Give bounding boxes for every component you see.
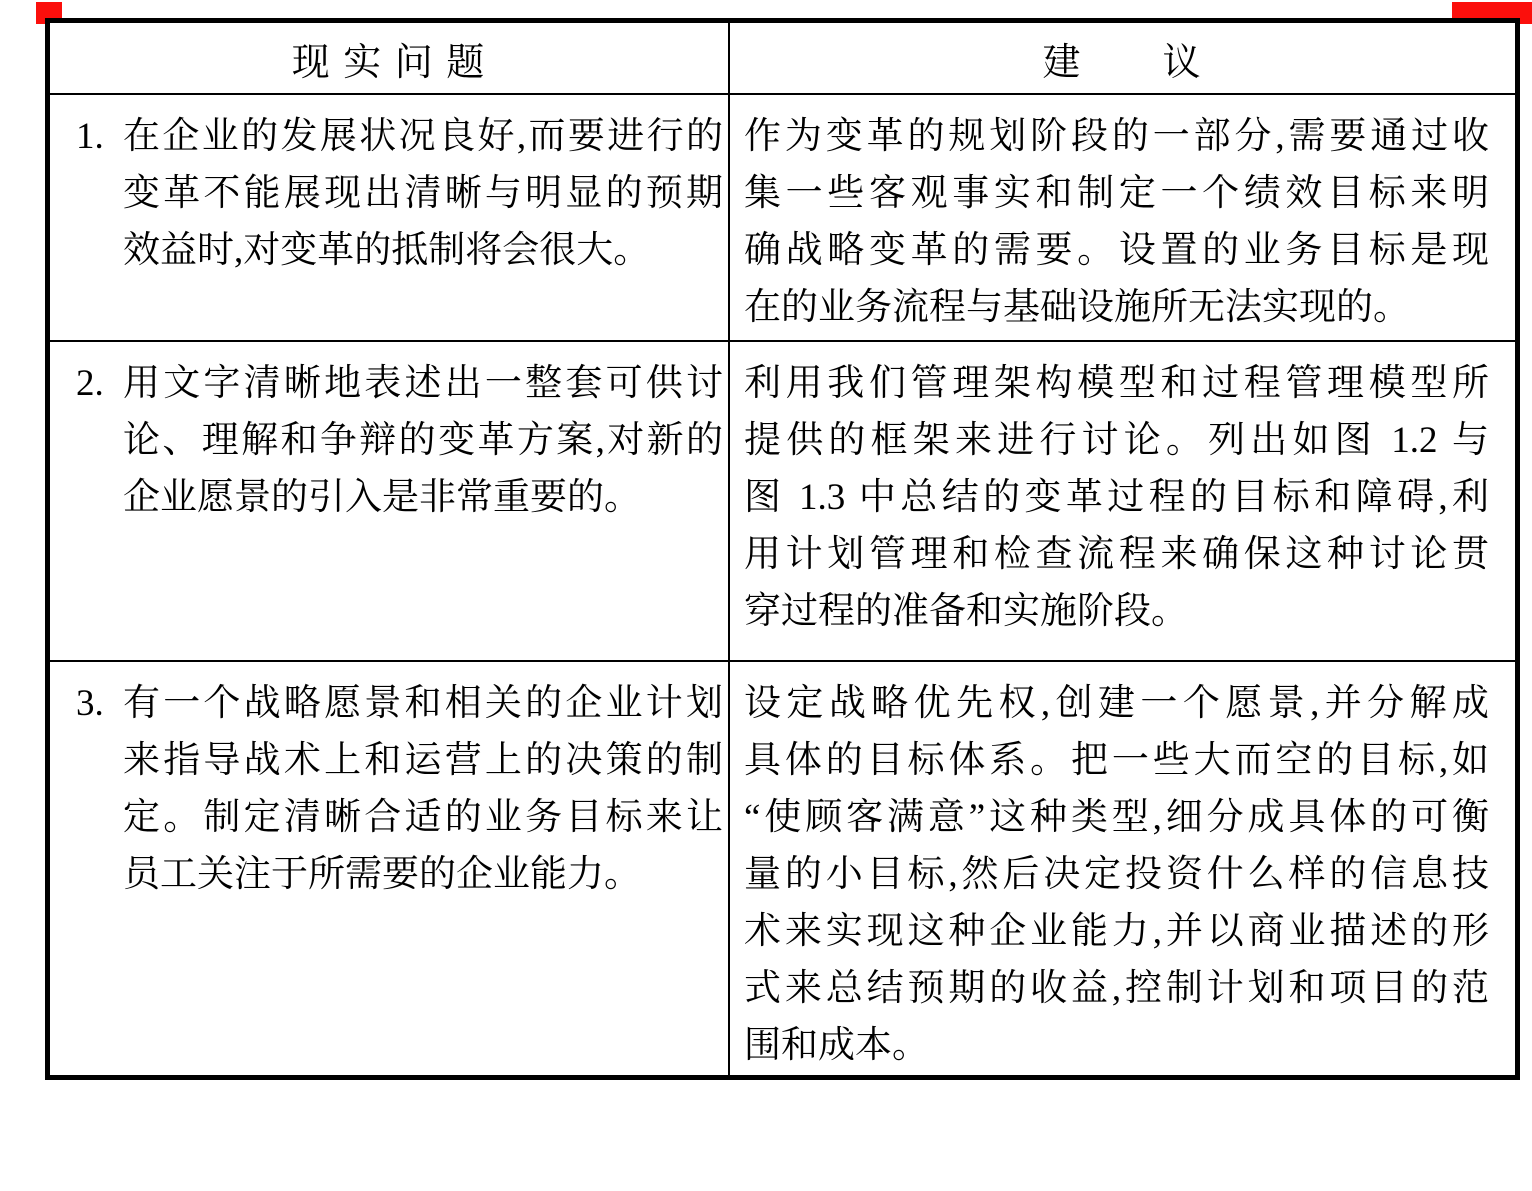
suggestion-cell-2 [730,340,1515,660]
suggestion-text-1: 作为变革的规划阶段的一部分,需要通过收 集一些客观事实和制定一个绩效目标来明 确战略变革的需要。设置的业务目标是现 在的业务流程与基础设施所无法实现的。 [744,116,1489,328]
suggestion-text-2: 利用我们管理架构模型和过程管理模型所 提供的框架来进行讨论。列出如图 1.2 与 图 1.3 中总结的变革过程的目标和障碍,利 用计划管理和检查流程来确保这种讨论贯 穿过程的准备和实施阶段。 [744,363,1489,632]
suggestion-text-3: 设定战略优先权,创建一个愿景,并分解成 具体的目标体系。把一些大而空的目标,如 “使顾客满意”这种类型,细分成具体的可衡 量的小目标,然后决定投资什么样的信息技 术来实现这种企业能力,并以商业描述的形 式来总结预期的收益,控制计划和项目的范 围和成本。 [744,683,1489,1066]
problem-cell-1 [50,93,730,340]
column-header-problems [50,23,730,93]
item-number-1: 1. [76,116,104,157]
suggestion-cell-3 [730,660,1515,1075]
item-number-3: 3. [76,683,104,724]
column-header-suggestions [730,23,1515,93]
item-number-2: 2. [76,363,104,404]
problems-suggestions-table [45,18,1520,1080]
problem-cell-2 [50,340,730,660]
problem-text-2: 用文字清晰地表述出一整套可供讨 论、理解和争辩的变革方案,对新的 企业愿景的引入是非常重要的。 [123,363,723,518]
column-header-suggestions-label: 建 议 [1042,41,1203,84]
problem-text-3: 有一个战略愿景和相关的企业计划 来指导战术上和运营上的决策的制 定。制定清晰合适的业务目标来让 员工关注于所需要的企业能力。 [123,683,723,895]
column-header-problems-label: 现 实 问 题 [291,41,487,84]
problem-cell-3 [50,660,730,1075]
problem-text-1: 在企业的发展状况良好,而要进行的 变革不能展现出清晰与明显的预期 效益时,对变革的抵制将会很大。 [123,116,723,271]
suggestion-cell-1 [730,93,1515,340]
